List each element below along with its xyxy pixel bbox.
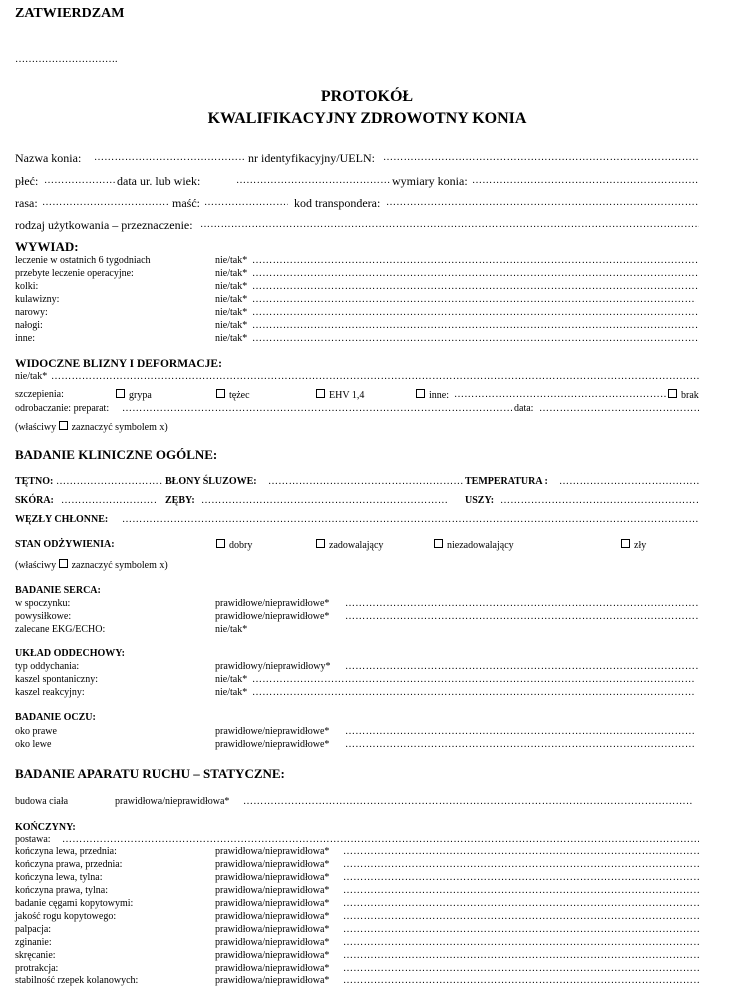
nutrition-satisfactory-option[interactable] xyxy=(316,539,383,551)
birth-label: data ur. lub wiek: xyxy=(117,174,201,188)
heart-exercise-field[interactable] xyxy=(345,611,699,622)
temperature-field[interactable] xyxy=(559,476,699,487)
transponder-label: kod transpondera: xyxy=(294,196,381,210)
option-label: EHV 1,4 xyxy=(329,390,365,401)
limb-item-label: kończyna lewa, tylna: xyxy=(15,872,103,883)
nutrition-good-option[interactable] xyxy=(216,539,252,551)
teeth-field[interactable] xyxy=(201,495,447,506)
heart-rest-answer[interactable]: prawidłowe/nieprawidłowe* xyxy=(215,598,330,609)
checkbox[interactable] xyxy=(216,539,225,548)
limb-item-answer[interactable]: prawidłowa/nieprawidłowa* xyxy=(215,911,330,922)
interview-field[interactable] xyxy=(252,268,699,279)
limbs-heading: KOŃCZYNY: xyxy=(15,822,76,833)
heart-rest-field[interactable] xyxy=(345,598,699,609)
horse-name-label: Nazwa konia: xyxy=(15,151,82,165)
interview-answer[interactable]: nie/tak* xyxy=(215,307,248,318)
sex-field[interactable] xyxy=(44,175,116,186)
interview-answer[interactable]: nie/tak* xyxy=(215,294,248,305)
pulse-label: TĘTNO: xyxy=(15,476,54,487)
limb-item-answer[interactable]: prawidłowa/nieprawidłowa* xyxy=(215,898,330,909)
ueln-field[interactable] xyxy=(383,152,699,163)
birth-field[interactable] xyxy=(236,175,390,186)
limb-item-answer[interactable]: prawidłowa/nieprawidłowa* xyxy=(215,872,330,883)
checkbox[interactable] xyxy=(316,539,325,548)
eye-right-label: oko prawe xyxy=(15,726,57,737)
interview-item-label: nałogi: xyxy=(15,320,43,331)
vaccination-other-field[interactable] xyxy=(454,389,667,400)
nutrition-unsatisfactory-option[interactable] xyxy=(434,539,514,551)
horse-name-field[interactable] xyxy=(94,152,244,163)
checkbox[interactable] xyxy=(434,539,443,548)
heart-exercise-answer[interactable]: prawidłowe/nieprawidłowe* xyxy=(215,611,330,622)
ears-field[interactable] xyxy=(500,495,699,506)
skin-label: SKÓRA: xyxy=(15,495,54,506)
eye-left-label: oko lewe xyxy=(15,739,52,750)
interview-field[interactable] xyxy=(252,307,699,318)
eye-left-answer[interactable]: prawidłowe/nieprawidłowe* xyxy=(215,739,330,750)
interview-item-label: leczenie w ostatnich 6 tygodniach xyxy=(15,255,151,266)
cough-spontaneous-label: kaszel spontaniczny: xyxy=(15,674,99,685)
interview-field[interactable] xyxy=(252,281,699,292)
checkbox[interactable] xyxy=(216,389,225,398)
limb-item-label: skręcanie: xyxy=(15,950,56,961)
limb-item-field[interactable] xyxy=(343,950,699,961)
limb-item-answer[interactable]: prawidłowa/nieprawidłowa* xyxy=(215,950,330,961)
vaccination-label: szczepienia: xyxy=(15,389,64,400)
option-label: niezadowalający xyxy=(447,540,514,551)
breathing-type-answer[interactable]: prawidłowy/nieprawidłowy* xyxy=(215,661,331,672)
checkbox[interactable] xyxy=(416,389,425,398)
breed-label: rasa: xyxy=(15,196,38,210)
option-label: tężec xyxy=(229,390,250,401)
limb-item-answer[interactable]: prawidłowa/nieprawidłowa* xyxy=(215,963,330,974)
heart-rest-label: w spoczynku: xyxy=(15,598,71,609)
limb-item-label: stabilność rzepek kolanowych: xyxy=(15,975,139,986)
limb-item-answer[interactable]: prawidłowa/nieprawidłowa* xyxy=(215,846,330,857)
vaccination-none-option[interactable] xyxy=(668,389,699,401)
heart-ekg-answer[interactable]: nie/tak* xyxy=(215,624,248,635)
cough-spontaneous-answer[interactable]: nie/tak* xyxy=(215,674,248,685)
limb-item-field[interactable] xyxy=(343,885,699,896)
mucous-field[interactable] xyxy=(268,476,463,487)
interview-answer[interactable]: nie/tak* xyxy=(215,281,248,292)
interview-item-label: narowy: xyxy=(15,307,48,318)
mark-note: (właściwy zaznaczyć symbolem x) xyxy=(15,422,168,433)
checkbox-legend-icon xyxy=(59,559,68,568)
interview-answer[interactable]: nie/tak* xyxy=(215,320,248,331)
limb-item-field[interactable] xyxy=(343,975,699,986)
posture-field[interactable] xyxy=(62,834,699,845)
breathing-type-label: typ oddychania: xyxy=(15,661,80,672)
interview-field[interactable] xyxy=(252,333,699,344)
option-label: brak xyxy=(681,390,699,401)
scars-field[interactable] xyxy=(51,371,699,382)
mark-note: (właściwy zaznaczyć symbolem x) xyxy=(15,560,168,571)
interview-item-label: przebyte leczenie operacyjne: xyxy=(15,268,134,279)
heart-ekg-label: zalecane EKG/ECHO: xyxy=(15,624,106,635)
interview-answer[interactable]: nie/tak* xyxy=(215,333,248,344)
body-build-field[interactable] xyxy=(243,796,693,807)
locomotor-heading: BADANIE APARATU RUCHU – STATYCZNE: xyxy=(15,766,285,781)
checkbox[interactable] xyxy=(116,389,125,398)
vaccination-tezec-option[interactable] xyxy=(216,389,250,401)
limb-item-field[interactable] xyxy=(343,898,699,909)
deworming-date-label: data: xyxy=(514,403,534,414)
interview-field[interactable] xyxy=(252,255,699,266)
eyes-heading: BADANIE OCZU: xyxy=(15,712,96,723)
limb-item-field[interactable] xyxy=(343,924,699,935)
cough-reactive-label: kaszel reakcyjny: xyxy=(15,687,85,698)
checkbox[interactable] xyxy=(668,389,677,398)
limb-item-answer[interactable]: prawidłowa/nieprawidłowa* xyxy=(215,937,330,948)
ears-label: USZY: xyxy=(465,495,495,506)
interview-answer[interactable]: nie/tak* xyxy=(215,255,248,266)
sex-label: płeć: xyxy=(15,174,39,188)
breathing-type-field[interactable] xyxy=(345,661,699,672)
lymph-field[interactable] xyxy=(122,514,699,525)
approve-label: ZATWIERDZAM xyxy=(15,6,125,21)
interview-item-label: kolki: xyxy=(15,281,39,292)
vaccination-grypa-option[interactable] xyxy=(116,389,152,401)
pulse-field[interactable] xyxy=(56,476,163,487)
limb-item-field[interactable] xyxy=(343,937,699,948)
nutrition-label: STAN ODŻYWIENIA: xyxy=(15,539,115,550)
heart-exercise-label: powysiłkowe: xyxy=(15,611,72,622)
lymph-label: WĘZŁY CHŁONNE: xyxy=(15,514,109,525)
coat-label: maść: xyxy=(172,196,200,210)
limb-item-field[interactable] xyxy=(343,963,699,974)
limb-item-answer[interactable]: prawidłowa/nieprawidłowa* xyxy=(215,885,330,896)
usage-field[interactable] xyxy=(200,219,699,230)
posture-label: postawa: xyxy=(15,834,51,845)
interview-item-label: kulawizny: xyxy=(15,294,60,305)
limb-item-field[interactable] xyxy=(343,911,699,922)
limb-item-label: palpacja: xyxy=(15,924,52,935)
scars-answer[interactable]: nie/tak* xyxy=(15,371,48,382)
vaccination-other-option[interactable] xyxy=(416,389,449,401)
breed-field[interactable] xyxy=(42,197,168,208)
limb-item-label: kończyna lewa, przednia: xyxy=(15,846,117,857)
general-exam-heading: BADANIE KLINICZNE OGÓLNE: xyxy=(15,447,218,462)
interview-heading: WYWIAD: xyxy=(15,239,79,254)
limb-item-answer[interactable]: prawidłowa/nieprawidłowa* xyxy=(215,924,330,935)
interview-answer[interactable]: nie/tak* xyxy=(215,268,248,279)
interview-field[interactable] xyxy=(252,320,699,331)
mucous-label: BŁONY ŚLUZOWE: xyxy=(165,476,257,487)
limb-item-field[interactable] xyxy=(343,872,699,883)
option-label: zadowalający xyxy=(329,540,384,551)
scars-heading: WIDOCZNE BLIZNY I DEFORMACJE: xyxy=(15,358,222,370)
option-label: zły xyxy=(634,540,647,551)
deworming-date-field[interactable] xyxy=(539,403,699,414)
option-label: inne: xyxy=(429,390,449,401)
limb-item-label: kończyna prawa, tylna: xyxy=(15,885,109,896)
nutrition-bad-option[interactable] xyxy=(621,539,646,551)
checkbox[interactable] xyxy=(316,389,325,398)
eye-left-field[interactable] xyxy=(345,739,695,750)
heart-heading: BADANIE SERCA: xyxy=(15,585,101,596)
dimensions-label: wymiary konia: xyxy=(392,174,468,188)
body-build-label: budowa ciała xyxy=(15,796,69,807)
coat-field[interactable] xyxy=(204,197,288,208)
interview-field[interactable] xyxy=(252,294,696,305)
interview-item-label: inne: xyxy=(15,333,35,344)
limb-item-answer[interactable]: prawidłowa/nieprawidłowa* xyxy=(215,859,330,870)
temperature-label: TEMPERATURA : xyxy=(465,476,548,487)
limb-item-label: protrakcja: xyxy=(15,963,59,974)
cough-spontaneous-field[interactable] xyxy=(252,674,695,685)
limb-item-answer[interactable]: prawidłowa/nieprawidłowa* xyxy=(215,975,330,986)
cough-reactive-field[interactable] xyxy=(252,687,695,698)
approve-signature-line[interactable]: …………………………. xyxy=(15,54,118,65)
usage-label: rodzaj użytkowania – przeznaczenie: xyxy=(15,218,193,232)
vaccination-ehv-option[interactable] xyxy=(316,389,364,401)
ueln-label: nr identyfikacyjny/UELN: xyxy=(248,151,375,165)
limb-item-field[interactable] xyxy=(343,846,699,857)
cough-reactive-answer[interactable]: nie/tak* xyxy=(215,687,248,698)
teeth-label: ZĘBY: xyxy=(165,495,195,506)
limb-item-label: jakość rogu kopytowego: xyxy=(15,911,117,922)
checkbox[interactable] xyxy=(621,539,630,548)
limb-item-label: zginanie: xyxy=(15,937,52,948)
body-build-answer[interactable]: prawidłowa/nieprawidłowa* xyxy=(115,796,230,807)
skin-field[interactable] xyxy=(61,495,156,506)
document-title: PROTOKÓŁ xyxy=(320,88,414,105)
transponder-field[interactable] xyxy=(386,197,699,208)
option-label: dobry xyxy=(229,540,253,551)
limb-item-field[interactable] xyxy=(343,859,699,870)
deworming-field[interactable] xyxy=(122,403,512,414)
dimensions-field[interactable] xyxy=(472,175,699,186)
option-label: grypa xyxy=(129,390,152,401)
checkbox-legend-icon xyxy=(59,421,68,430)
respiratory-heading: UKŁAD ODDECHOWY: xyxy=(15,648,125,659)
eye-right-field[interactable] xyxy=(345,726,695,737)
document-subtitle: KWALIFIKACYJNY ZDROWOTNY KONIA xyxy=(207,110,527,127)
deworming-label: odrobaczanie: preparat: xyxy=(15,403,110,414)
limb-item-label: badanie cęgami kopytowymi: xyxy=(15,898,134,909)
eye-right-answer[interactable]: prawidłowe/nieprawidłowe* xyxy=(215,726,330,737)
limb-item-label: kończyna prawa, przednia: xyxy=(15,859,123,870)
